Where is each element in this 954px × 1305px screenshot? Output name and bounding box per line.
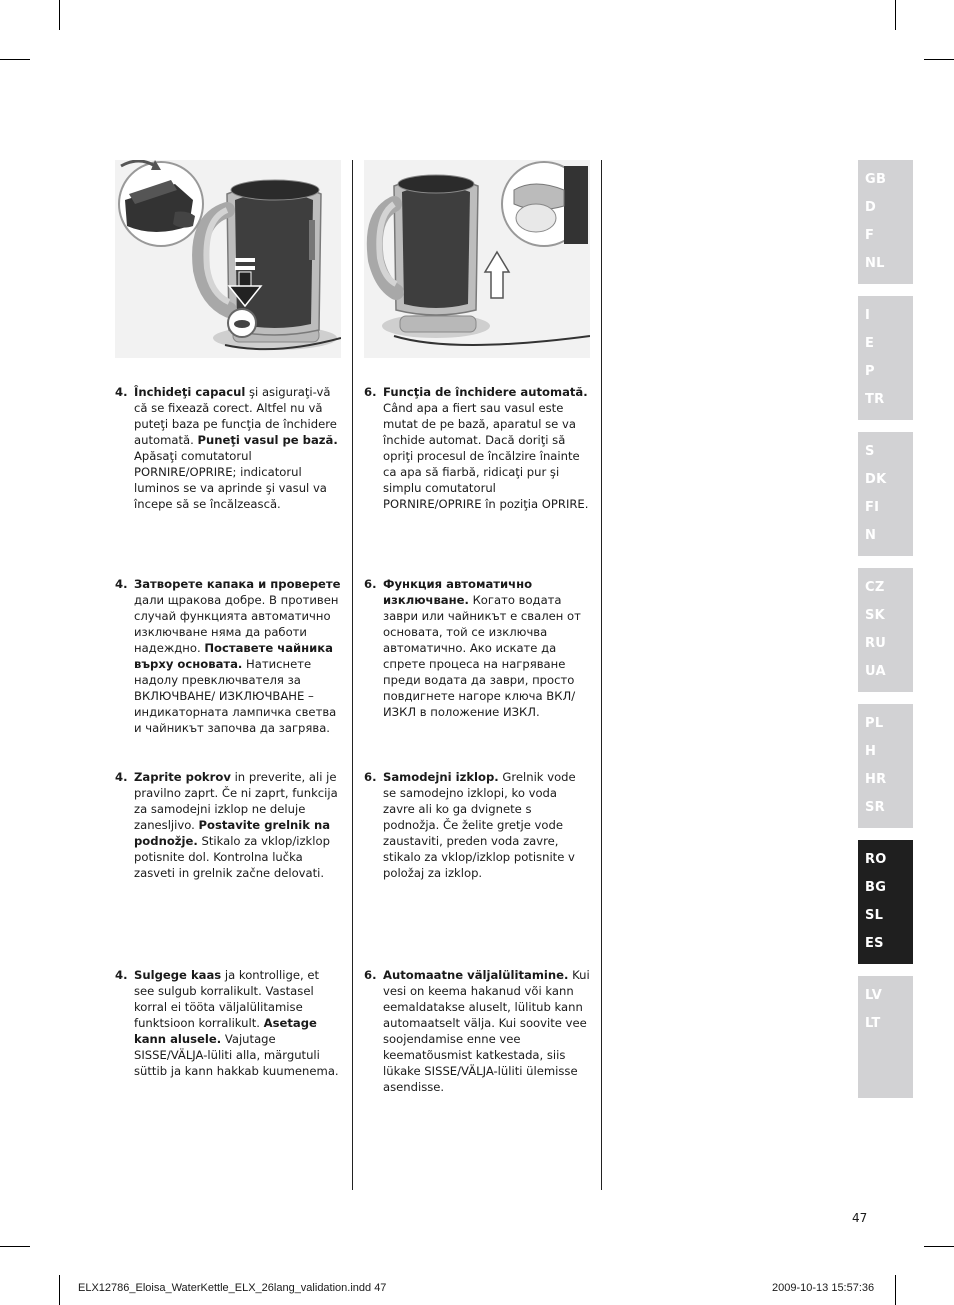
crop-mark	[0, 1246, 30, 1247]
column-divider	[601, 160, 602, 1190]
language-code: CZ	[865, 580, 885, 595]
crop-mark	[924, 1246, 954, 1247]
step-heading: Поставете чайника върху основата.	[134, 641, 333, 671]
illustration-close-lid	[115, 160, 341, 358]
step-heading: Функция автоматично изключване.	[383, 577, 533, 607]
language-tab-group	[858, 296, 913, 420]
language-code: E	[865, 336, 875, 351]
language-code: I	[865, 308, 871, 323]
language-code: TR	[865, 392, 885, 407]
column-divider	[352, 160, 353, 1190]
language-tab-group	[858, 432, 913, 556]
crop-mark	[924, 59, 954, 60]
step-number: 4.	[115, 968, 128, 982]
language-code: RO	[865, 852, 887, 867]
step-text: дали щракова добре. В противен случай функцията автоматично изключване няма да работи надеждно.	[134, 593, 339, 655]
language-code: ES	[865, 936, 884, 951]
step-number: 6.	[364, 968, 377, 982]
step-text: Kui vesi on keema hakanud või kann eemaldatakse aluselt, lülitub kann automaatselt välja. Kui soovite vee soojendamise enne vee keematõusmist katkestada, siis lükake SISSE/VÄLJA-lüliti ülemisse asendisse.	[383, 968, 590, 1094]
crop-mark	[59, 1275, 60, 1305]
step-text: Когато водата заври или чайникът е свален от основата, той се изключва автоматично. Ако искате да спрете процеса на нагряване преди водата да заври, просто повдигнете нагоре ключа ВКЛ/ИЗКЛ в положение ИЗКЛ.	[383, 593, 581, 719]
language-code: DK	[865, 472, 887, 487]
language-code: RU	[865, 636, 887, 651]
language-tab-group	[858, 976, 913, 1098]
language-code: HR	[865, 772, 887, 787]
language-code: SK	[865, 608, 886, 623]
language-code: N	[865, 528, 877, 543]
crop-mark	[895, 0, 896, 30]
language-code: LV	[865, 988, 883, 1003]
language-tab-group	[858, 160, 913, 284]
step-heading: Samodejni izklop.	[383, 770, 499, 784]
language-code: GB	[865, 172, 887, 187]
language-tab-group-active	[858, 840, 913, 964]
step-number: 6.	[364, 770, 377, 784]
page-number: 47	[852, 1211, 868, 1225]
step-number: 4.	[115, 577, 128, 591]
step-number: 6.	[364, 385, 377, 399]
crop-mark	[0, 59, 30, 60]
step-text: şi asiguraţi-vă că se fixează corect. Altfel nu vă puteţi baza pe funcţia de închidere automată.	[134, 385, 337, 447]
step-heading: Puneţi vasul pe bază.	[197, 433, 338, 447]
crop-mark	[59, 0, 60, 30]
step-text: Grelnik vode se samodejno izklopi, ko voda zavre ali ko ga dvignete s podnožja. Če želite gretje vode zaustaviti, preden voda zavre, stikalo za vklop/izklop potisnite v položaj za izklop.	[383, 770, 576, 880]
step-text: Stikalo za vklop/izklop potisnite dol. Kontrolna lučka zasveti in grelnik začne delovati.	[134, 834, 330, 880]
step-text: Când apa a fiert sau vasul este mutat de pe bază, aparatul se va închide automat. Dacă doriţi să opriţi procesul de încălzire înainte ca apa să fiarbă, ridicaţi pur şi simplu comutatorul PORNIRE/OPRIRE în poziţia OPRIRE.	[383, 401, 589, 511]
language-tab-group	[858, 568, 913, 692]
language-code: S	[865, 444, 875, 459]
language-code: NL	[865, 256, 885, 271]
step-number: 4.	[115, 385, 128, 399]
language-code: P	[865, 364, 875, 379]
language-code: D	[865, 200, 877, 215]
crop-mark	[895, 1275, 896, 1305]
step-number: 6.	[364, 577, 377, 591]
step-text: ja kontrollige, et see sulgub korralikult. Vastasel korral ei tööta väljalülitamise funktsioon korralikult.	[134, 968, 319, 1030]
step-heading: Funcţia de închidere automată.	[383, 385, 588, 399]
step-heading: Asetage kann alusele.	[134, 1016, 317, 1046]
language-code: H	[865, 744, 877, 759]
step-text: Vajutage SISSE/VÄLJA-lüliti alla, märgutuli süttib ja kann hakkab kuumenema.	[134, 1032, 339, 1078]
step-text: Натиснете надолу превключвателя за ВКЛЮЧВАНЕ/ ИЗКЛЮЧВАНЕ – индикаторната лампичка светва и чайникът започва да загрява.	[134, 657, 337, 735]
illustration-auto-switch-off	[364, 160, 590, 358]
language-code: PL	[865, 716, 884, 731]
language-code: LT	[865, 1016, 881, 1031]
step-heading: Sulgege kaas	[134, 968, 222, 982]
step-heading: Zaprite pokrov	[134, 770, 231, 784]
language-code: FI	[865, 500, 880, 515]
footer-filename: ELX12786_Eloisa_WaterKettle_ELX_26lang_validation.indd 47	[78, 1282, 387, 1294]
step-heading: Postavite grelnik na podnožje.	[134, 818, 331, 848]
language-tab-group	[858, 704, 913, 828]
language-code: SL	[865, 908, 884, 923]
footer-datetime: 2009-10-13 15:57:36	[772, 1282, 875, 1294]
language-code: F	[865, 228, 875, 243]
language-code: BG	[865, 880, 887, 895]
language-code: UA	[865, 664, 886, 679]
step-number: 4.	[115, 770, 128, 784]
step-text: in preverite, ali je pravilno zaprt. Če ni zaprt, funkcija za samodejni izklop ne deluje zanesljivo.	[134, 770, 338, 832]
language-code: SR	[865, 800, 885, 815]
step-text: Apăsaţi comutatorul PORNIRE/OPRIRE; indicatorul luminos se va aprinde şi vasul va începe să se încălzească.	[134, 449, 327, 511]
step-heading: Automaatne väljalülitamine.	[383, 968, 569, 982]
step-heading: Затворете капака и проверете	[134, 577, 341, 591]
step-heading: Închideţi capacul	[134, 385, 246, 399]
